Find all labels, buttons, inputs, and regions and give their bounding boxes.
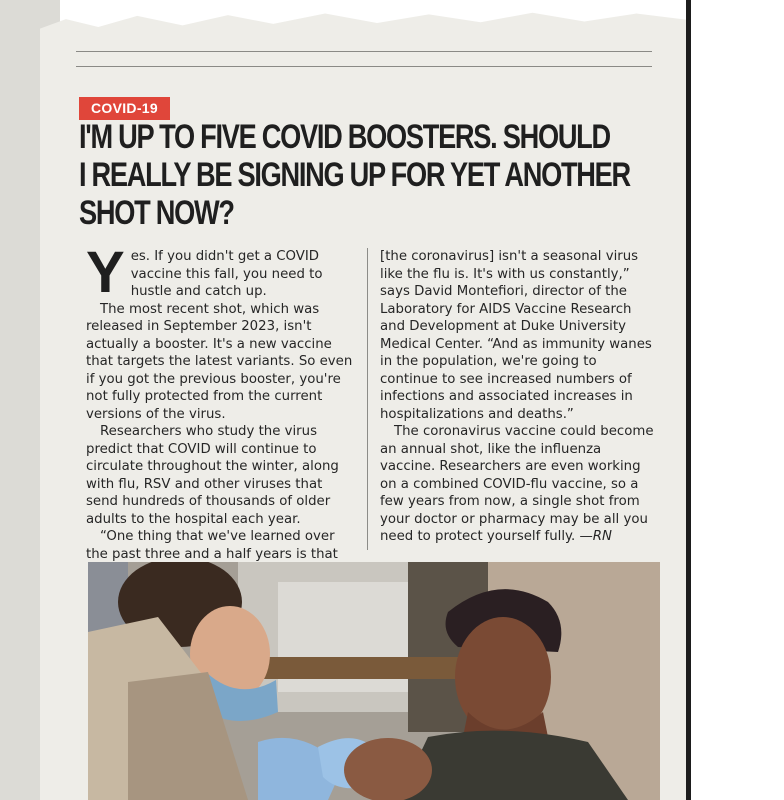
photo-illustration	[88, 562, 660, 800]
headline-line-3: SHOT NOW?	[79, 194, 234, 232]
body-paragraph: “One thing that we've learned over the past three and a half years is that	[86, 529, 338, 562]
body-column-left	[86, 240, 354, 563]
closing-paragraph	[380, 423, 656, 546]
body-paragraph: [the coronavirus] isn't a seasonal virus like the flu is. It's with us constantly,” says David Montefiori, director of the Laboratory for AIDS Vaccine Research and Development at Duke University Medical Center. “And as immunity wanes in the population, we're going to continue to see increased numbers of infections and associated increases in hospitalizations and deaths.”	[380, 249, 652, 422]
vaccination-photo	[88, 562, 660, 800]
drop-cap: Y	[86, 240, 125, 305]
header-rule-top	[76, 51, 652, 52]
headline	[79, 118, 639, 232]
author-initials: RN	[592, 529, 612, 544]
column-divider	[367, 248, 368, 550]
category-tag: COVID-19	[79, 97, 170, 120]
headline-line-2: I REALLY BE SIGNING UP FOR YET ANOTHER	[79, 156, 630, 194]
headline-line-1: I'M UP TO FIVE COVID BOOSTERS. SHOULD	[79, 118, 610, 156]
header-rule-bottom	[76, 66, 652, 67]
intro-paragraph	[86, 240, 354, 305]
body-column-right	[380, 248, 656, 546]
intro-text: es. If you didn't get a COVID vaccine this fall, you need to hustle and catch up.	[130, 249, 323, 299]
body-paragraph: The most recent shot, which was released in September 2023, isn't actually a booster. It's a new vaccine that targets the latest variants. So even if you got the previous booster, you're not fully protected from the current versions of the virus.	[86, 301, 353, 422]
body-paragraph: Researchers who study the virus predict that COVID will continue to circulate throughout the winter, along with flu, RSV and other viruses that send hundreds of thousands of older adults to the hospital each year.	[86, 424, 339, 527]
right-margin	[691, 0, 784, 800]
closing-text: The coronavirus vaccine could become an annual shot, like the influenza vaccine. Researchers are even working on a combined COVID-flu vaccine, so a few years from now, a single shot from your doctor or pharmacy may be all you need to protect yourself fully. —	[380, 424, 654, 544]
